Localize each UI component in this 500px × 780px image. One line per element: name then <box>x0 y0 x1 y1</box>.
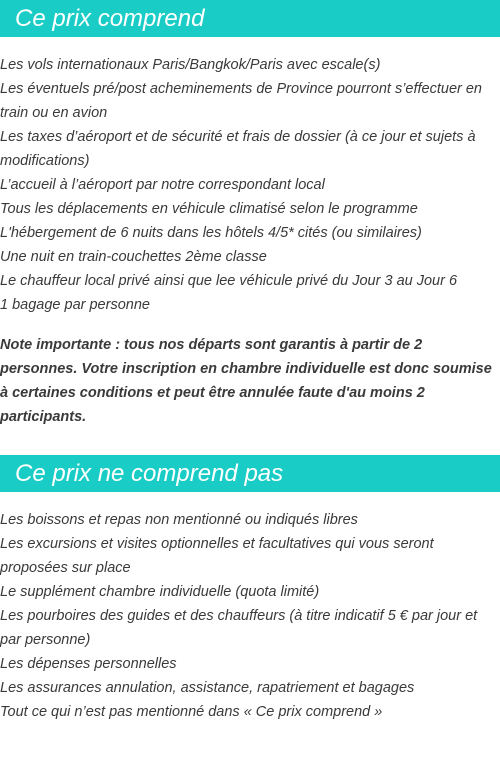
list-item: Une nuit en train-couchettes 2ème classe <box>0 249 267 265</box>
included-section-title: Ce prix comprend <box>0 0 500 37</box>
list-item: Tous les déplacements en véhicule climatisé selon le programme <box>0 201 418 217</box>
list-item: Tout ce qui n’est pas mentionné dans « Ce prix comprend » <box>0 704 383 720</box>
list-item: Les boissons et repas non mentionné ou indiqués libres <box>0 512 358 528</box>
excluded-section-title: Ce prix ne comprend pas <box>0 455 500 492</box>
list-item: Les excursions et visites optionnelles et facultatives qui vous seront proposées sur place <box>0 536 434 576</box>
list-item: Les assurances annulation, assistance, rapatriement et bagages <box>0 680 415 696</box>
important-note: Note importante : tous nos départs sont garantis à partir de 2 personnes. Votre inscription en chambre individuelle est donc soumise à certaines conditions et peut être annulée faute d'au moins 2 participants. <box>0 337 492 425</box>
list-item: 1 bagage par personne <box>0 297 150 313</box>
list-item: Les taxes d’aéroport et de sécurité et frais de dossier (à ce jour et sujets à modifications) <box>0 129 476 169</box>
list-item: L'hébergement de 6 nuits dans les hôtels 4/5* cités (ou similaires) <box>0 225 422 241</box>
included-list <box>0 53 500 317</box>
list-item: Les pourboires des guides et des chauffeurs (à titre indicatif 5 € par jour et par personne) <box>0 608 478 648</box>
list-item: Le chauffeur local privé ainsi que lee véhicule privé du Jour 3 au Jour 6 <box>0 273 458 289</box>
list-item: Les éventuels pré/post acheminements de Province pourront s’effectuer en train ou en avion <box>0 81 482 121</box>
excluded-list <box>0 508 500 724</box>
list-item: Les dépenses personnelles <box>0 656 177 672</box>
list-item: L’accueil à l’aéroport par notre correspondant local <box>0 177 325 193</box>
list-item: Les vols internationaux Paris/Bangkok/Paris avec escale(s) <box>0 57 381 73</box>
list-item: Le supplément chambre individuelle (quota limité) <box>0 584 320 600</box>
